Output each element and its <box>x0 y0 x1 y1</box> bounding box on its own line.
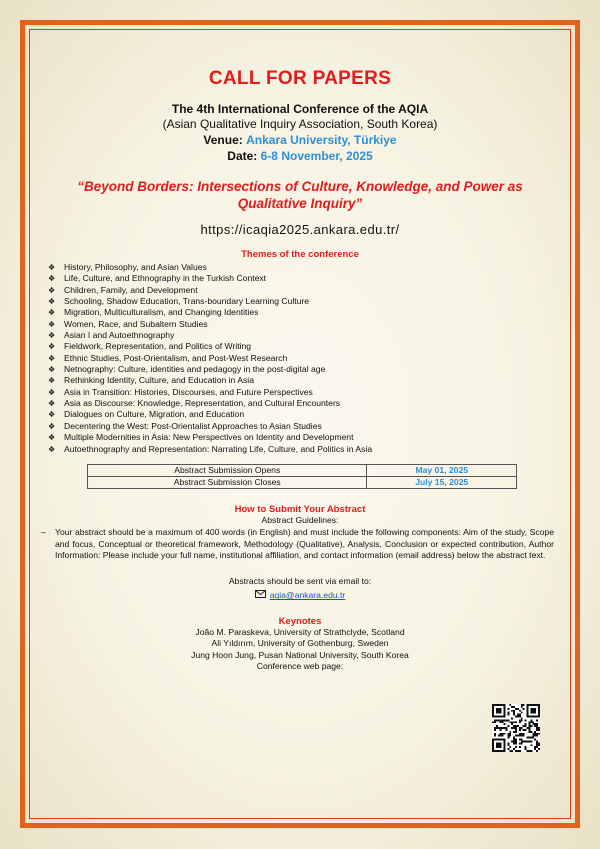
venue-label: Venue: <box>203 133 243 147</box>
date-value: 6-8 November, 2025 <box>260 149 373 163</box>
guidelines-item <box>40 527 560 562</box>
submit-heading: How to Submit Your Abstract <box>234 503 366 515</box>
list-item <box>48 444 560 455</box>
conference-url[interactable]: https://icaqia2025.ankara.edu.tr/ <box>200 222 400 237</box>
diamond-bullet-icon: ❖ <box>48 399 56 409</box>
theme-text: Migration, Multiculturalism, and Changing Identities <box>64 307 259 318</box>
theme-text: Ethnic Studies, Post-Orientalism, and Post-West Research <box>64 352 288 363</box>
association-line: (Asian Qualitative Inquiry Association, South Korea) <box>162 117 438 131</box>
page-title: CALL FOR PAPERS <box>208 68 392 89</box>
list-item <box>48 341 560 352</box>
guidelines-subheading: Abstract Guidelines: <box>261 514 339 525</box>
envelope-icon <box>255 590 266 602</box>
list-item <box>48 307 560 318</box>
diamond-bullet-icon: ❖ <box>48 353 56 363</box>
email-link[interactable]: aqia@ankara.edu.tr <box>269 590 346 601</box>
list-item <box>48 432 560 443</box>
list-item <box>48 387 560 398</box>
date-label: Date: <box>227 149 258 163</box>
web-page-label: Conference web page: <box>256 661 344 672</box>
diamond-bullet-icon: ❖ <box>48 342 56 352</box>
list-item <box>48 296 560 307</box>
diamond-bullet-icon: ❖ <box>48 285 56 295</box>
diamond-bullet-icon: ❖ <box>48 410 56 420</box>
list-item <box>48 285 560 296</box>
list-item <box>48 421 560 432</box>
list-item <box>48 262 560 273</box>
list-item <box>48 353 560 364</box>
diamond-bullet-icon: ❖ <box>48 376 56 386</box>
guidelines-text: Your abstract should be a maximum of 400 words (in English) and must include the following components: Aim of the study, Scope and focus, Conceptual or theoretical framework, Methodology (Qualitative), Analysis, Conclusion or expected contribution, Author Information: Please include your full name, institutional affiliation, and contact information (email address) below the abstract text. <box>55 527 554 561</box>
list-item <box>48 375 560 386</box>
diamond-bullet-icon: ❖ <box>48 297 56 307</box>
theme-text: Rethinking Identity, Culture, and Education in Asia <box>64 375 254 386</box>
date-row-label: Abstract Submission Closes <box>88 476 367 488</box>
diamond-bullet-icon: ❖ <box>48 308 56 318</box>
conference-title: The 4th International Conference of the AQIA <box>171 102 429 116</box>
theme-text: Asian I and Autoethnography <box>64 330 175 341</box>
date-row-label: Abstract Submission Opens <box>88 464 367 476</box>
diamond-bullet-icon: ❖ <box>48 263 56 272</box>
keynote-speaker: Jung Hoon Jung, Pusan National University, South Korea <box>191 649 409 660</box>
email-row <box>40 590 560 602</box>
diamond-bullet-icon: ❖ <box>48 319 56 329</box>
diamond-bullet-icon: ❖ <box>48 274 56 284</box>
theme-line-1: “Beyond Borders: Intersections of Culture, Knowledge, and Power as <box>77 179 523 194</box>
table-row <box>88 464 517 476</box>
keynotes-heading: Keynotes <box>278 615 322 627</box>
list-item <box>48 409 560 420</box>
diamond-bullet-icon: ❖ <box>48 387 56 397</box>
dash-marker: – <box>41 527 46 538</box>
poster-content <box>40 68 560 673</box>
conference-theme <box>40 178 560 212</box>
list-item <box>48 319 560 330</box>
email-intro: Abstracts should be sent via email to: <box>228 575 372 586</box>
venue-value: Ankara University, Türkiye <box>246 133 397 147</box>
submission-dates-table <box>87 464 517 489</box>
diamond-bullet-icon: ❖ <box>48 444 56 454</box>
diamond-bullet-icon: ❖ <box>48 421 56 431</box>
qr-code-icon[interactable] <box>492 704 540 752</box>
date-row-value: July 15, 2025 <box>367 476 517 488</box>
venue-line <box>40 132 560 148</box>
theme-text: Fieldwork, Representation, and Politics of Writing <box>64 341 252 352</box>
theme-text: Multiple Modernities in Asia: New Perspectives on Identity and Development <box>64 432 354 443</box>
date-row-value: May 01, 2025 <box>367 464 517 476</box>
themes-list <box>40 262 560 455</box>
theme-text: Women, Race, and Subaltern Studies <box>64 318 208 329</box>
theme-text: Children, Family, and Development <box>64 284 198 295</box>
theme-text: Decentering the West: Post-Orientalist Approaches to Asian Studies <box>64 420 322 431</box>
theme-text: Netnography: Culture, identities and pedagogy in the post-digital age <box>64 364 326 375</box>
keynote-speaker: João M. Paraskeva, University of Strathclyde, Scotland <box>195 626 405 637</box>
theme-line-2: Qualitative Inquiry” <box>237 196 363 211</box>
theme-text: Asia as Discourse: Knowledge, Representation, and Cultural Encounters <box>64 398 341 409</box>
list-item <box>48 364 560 375</box>
theme-text: History, Philosophy, and Asian Values <box>64 262 207 272</box>
theme-text: Dialogues on Culture, Migration, and Education <box>64 409 245 420</box>
date-line <box>40 148 560 164</box>
diamond-bullet-icon: ❖ <box>48 365 56 375</box>
table-row <box>88 476 517 488</box>
diamond-bullet-icon: ❖ <box>48 433 56 443</box>
list-item <box>48 398 560 409</box>
theme-text: Autoethnography and Representation: Narrating Life, Culture, and Politics in Asia <box>64 443 373 454</box>
diamond-bullet-icon: ❖ <box>48 331 56 341</box>
theme-text: Asia in Transition: Histories, Discourses, and Future Perspectives <box>64 386 313 397</box>
themes-heading: Themes of the conference <box>241 249 359 260</box>
keynote-speaker: Ali Yıldırım, University of Gothenburg, Sweden <box>211 638 389 649</box>
list-item <box>48 273 560 284</box>
list-item <box>48 330 560 341</box>
theme-text: Life, Culture, and Ethnography in the Turkish Context <box>64 273 267 284</box>
theme-text: Schooling, Shadow Education, Trans-boundary Learning Culture <box>64 296 310 307</box>
